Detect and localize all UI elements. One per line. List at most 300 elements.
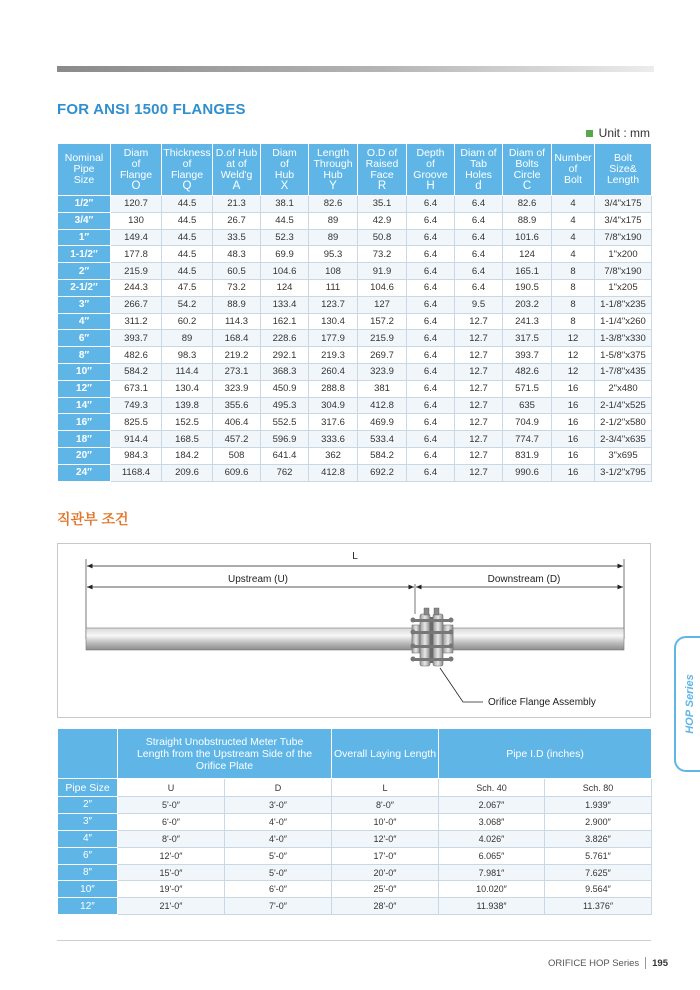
table-row (58, 397, 652, 414)
header-line: Bolts (515, 157, 539, 170)
header-line: Size (73, 174, 95, 186)
table-cell: 381 (358, 380, 407, 397)
table-cell: 95.3 (309, 246, 358, 263)
table-cell: 44.5 (162, 212, 213, 229)
header-line: Size& (609, 163, 637, 175)
header-line: Tab (470, 157, 487, 170)
table-cell: 3.068″ (439, 813, 545, 830)
header-line: X (280, 179, 289, 192)
table-cell: 12 (552, 363, 595, 380)
header-rule (57, 66, 654, 72)
table-cell: 4'-0″ (225, 813, 332, 830)
table-cell: 469.9 (358, 414, 407, 431)
table-cell: 149.4 (111, 229, 162, 246)
header-line: Length (606, 174, 640, 186)
table-cell: 4 (552, 229, 595, 246)
footer-rule (57, 940, 651, 941)
pipe-size-cell: 16″ (58, 414, 111, 431)
table-cell: 4 (552, 212, 595, 229)
table-cell: 266.7 (111, 296, 162, 313)
table-cell: 12.7 (455, 447, 503, 464)
table-cell: 412.8 (309, 464, 358, 481)
table-cell: 3.826″ (545, 830, 652, 847)
table-cell: 533.4 (358, 431, 407, 448)
table-row (58, 246, 652, 263)
table-cell: 104.6 (261, 263, 309, 280)
table-cell: 6.4 (407, 212, 455, 229)
table-cell: 12.7 (455, 464, 503, 481)
header-line: Diam of (508, 146, 546, 159)
table-cell: 12.7 (455, 431, 503, 448)
table-cell: 6.4 (455, 212, 503, 229)
pipe-size-cell: 2″ (58, 797, 118, 814)
table-cell: 12.7 (455, 363, 503, 380)
table-cell: 288.8 (309, 380, 358, 397)
table-cell: 762 (261, 464, 309, 481)
table-row (58, 279, 652, 296)
table-cell: 114.3 (213, 313, 261, 330)
table-cell: 333.6 (309, 431, 358, 448)
footer-separator (645, 957, 646, 969)
pipe-size-cell: 4″ (58, 313, 111, 330)
table-cell: 89 (309, 229, 358, 246)
table-cell: 9.564″ (545, 881, 652, 898)
table-cell: 124 (261, 279, 309, 296)
table-cell: 127 (358, 296, 407, 313)
pipe-size-cell: 10″ (58, 881, 118, 898)
table-cell: 6.4 (407, 330, 455, 347)
table-row (58, 464, 652, 481)
table-cell: 101.6 (503, 229, 552, 246)
table-cell: 130.4 (309, 313, 358, 330)
table-cell: 5'-0″ (118, 797, 225, 814)
flange-table-header (358, 144, 407, 196)
header-line: Diam (123, 146, 149, 159)
table-cell: 35.1 (358, 196, 407, 213)
table-cell: 88.9 (213, 296, 261, 313)
table-cell: 6.4 (407, 296, 455, 313)
pipe-diagram (57, 543, 651, 718)
table-cell: 7'-0″ (225, 898, 332, 915)
table-cell: 12'-0″ (118, 847, 225, 864)
table-cell: 228.6 (261, 330, 309, 347)
pipe-size-cell: 14″ (58, 397, 111, 414)
upstream-label: Upstream (U) (227, 574, 289, 585)
table-cell: 124 (503, 246, 552, 263)
table-cell: 12.7 (455, 313, 503, 330)
header-line: of (426, 157, 435, 170)
table-cell: 1"x205 (595, 279, 652, 296)
table-cell: 209.6 (162, 464, 213, 481)
table-cell: 7/8"x190 (595, 263, 652, 280)
table-cell: 21'-0″ (118, 898, 225, 915)
table-cell: 8'-0″ (118, 830, 225, 847)
header-line: of (182, 157, 192, 170)
table-cell: 3"x695 (595, 447, 652, 464)
pipe-size-cell: 4″ (58, 830, 118, 847)
table-cell: 495.3 (261, 397, 309, 414)
table-cell: 6.4 (455, 279, 503, 296)
table-cell: 317.5 (503, 330, 552, 347)
table-cell: 98.3 (162, 347, 213, 364)
pipe-size-cell: 3″ (58, 296, 111, 313)
header-straight-length: Straight Unobstructed Meter Tube Length from the Upstream Side of the Orifice Plate (118, 729, 332, 779)
table-cell: 8 (552, 279, 595, 296)
table-cell: 8 (552, 313, 595, 330)
table-cell: 584.2 (111, 363, 162, 380)
assembly-label: Orifice Flange Assembly (488, 697, 596, 708)
table-cell: 4.026″ (439, 830, 545, 847)
table-cell: 42.9 (358, 212, 407, 229)
header-line: Hub (323, 168, 343, 181)
table-cell: 26.7 (213, 212, 261, 229)
table-cell: 120.7 (111, 196, 162, 213)
table-cell: 6.4 (455, 196, 503, 213)
table-cell: 6.4 (407, 347, 455, 364)
table-cell: 393.7 (111, 330, 162, 347)
header-line: C (522, 179, 532, 192)
table-cell: 4'-0″ (225, 830, 332, 847)
flange-table-header (58, 144, 111, 196)
pipe-size-cell: 8″ (58, 347, 111, 364)
flange-table-header (309, 144, 358, 196)
straight-pipe-title: 직관부 조건 (57, 511, 129, 527)
table-cell: 692.2 (358, 464, 407, 481)
table-cell: 16 (552, 431, 595, 448)
table-cell: 6.4 (407, 397, 455, 414)
table-cell: 44.5 (162, 263, 213, 280)
table-cell: 12.7 (455, 330, 503, 347)
table-row (58, 797, 652, 814)
header-line: Q (182, 179, 192, 192)
table-cell: 7.981″ (439, 864, 545, 881)
table-cell: 482.6 (503, 363, 552, 380)
table-cell: 244.3 (111, 279, 162, 296)
table-cell: 73.2 (213, 279, 261, 296)
table-cell: 241.3 (503, 313, 552, 330)
pipe-size-cell: 3/4″ (58, 212, 111, 229)
pipe-size-cell: 6″ (58, 847, 118, 864)
table-cell: 393.7 (503, 347, 552, 364)
table-cell: 11.376″ (545, 898, 652, 915)
table-cell: 48.3 (213, 246, 261, 263)
table-cell: 139.8 (162, 397, 213, 414)
header-line: of (280, 157, 289, 170)
table-cell: 10.020″ (439, 881, 545, 898)
series-side-tab (674, 636, 700, 772)
table-cell: 6'-0″ (118, 813, 225, 830)
header-line: Hub (274, 168, 295, 181)
table-cell: 7.625″ (545, 864, 652, 881)
header-pipe-id: Pipe I.D (inches) (439, 729, 652, 779)
unit-label: Unit : mm (598, 126, 650, 140)
section-title: FOR ANSI 1500 FLANGES (57, 101, 246, 118)
header-line: H (426, 179, 435, 192)
table-cell: 3/4"x175 (595, 212, 652, 229)
header-line: O (131, 179, 141, 192)
header-line: Diam of (460, 146, 497, 159)
table-cell: 33.5 (213, 229, 261, 246)
table-cell: 5.761″ (545, 847, 652, 864)
downstream-pipe (453, 628, 624, 650)
table-cell: 609.6 (213, 464, 261, 481)
pipe-size-cell: 12″ (58, 380, 111, 397)
orifice-flange-assembly (411, 608, 454, 666)
subheader-u: U (118, 779, 225, 797)
table-cell: 311.2 (111, 313, 162, 330)
table-cell: 16 (552, 397, 595, 414)
table-cell: 6.4 (407, 363, 455, 380)
table-row (58, 313, 652, 330)
table-cell: 2-1/2"x580 (595, 414, 652, 431)
table-row (58, 447, 652, 464)
table-cell: 317.6 (309, 414, 358, 431)
table-cell: 60.5 (213, 263, 261, 280)
table-cell: 6.4 (407, 447, 455, 464)
table-cell: 114.4 (162, 363, 213, 380)
table-cell: 50.8 (358, 229, 407, 246)
pipe-size-cell: 6″ (58, 330, 111, 347)
table-cell: 6.4 (407, 313, 455, 330)
table-cell: 6.4 (407, 246, 455, 263)
table-cell: 47.5 (162, 279, 213, 296)
pipe-size-cell: 1-1/2″ (58, 246, 111, 263)
table-cell: 2-1/4"x525 (595, 397, 652, 414)
table-cell: 508 (213, 447, 261, 464)
table-row (58, 881, 652, 898)
table-cell: 1"x200 (595, 246, 652, 263)
header-line: Nominal (64, 152, 104, 164)
table-cell: 6.065″ (439, 847, 545, 864)
footer-label: ORIFICE HOP Series (547, 957, 640, 969)
table-cell: 52.3 (261, 229, 309, 246)
table-cell: 635 (503, 397, 552, 414)
table-cell: 162.1 (261, 313, 309, 330)
table-cell: 323.9 (213, 380, 261, 397)
table-cell: 3'-0″ (225, 797, 332, 814)
table-cell: 273.1 (213, 363, 261, 380)
flange-table-header (261, 144, 309, 196)
header-line: Bolt (563, 174, 583, 186)
table-cell: 1-1/4"x260 (595, 313, 652, 330)
table-cell: 8'-0″ (332, 797, 439, 814)
table-cell: 260.4 (309, 363, 358, 380)
table-cell: 157.2 (358, 313, 407, 330)
flange-table-header (213, 144, 261, 196)
downstream-label: Downstream (D) (487, 574, 561, 585)
table-cell: 5'-0″ (225, 847, 332, 864)
header-line: Depth (416, 146, 445, 159)
table-cell: 168.4 (213, 330, 261, 347)
table-cell: 15'-0″ (118, 864, 225, 881)
header-line: Raised (365, 157, 399, 170)
table-cell: 6.4 (407, 196, 455, 213)
table-cell: 2.900″ (545, 813, 652, 830)
table-row (58, 431, 652, 448)
table-cell: 984.3 (111, 447, 162, 464)
table-cell: 44.5 (162, 246, 213, 263)
header-line: Length (316, 146, 350, 159)
table-cell: 12 (552, 347, 595, 364)
header-line: Bolt (613, 152, 633, 164)
pipe-size-cell: 2-1/2″ (58, 279, 111, 296)
table-cell: 704.9 (503, 414, 552, 431)
flange-table-header (455, 144, 503, 196)
table-row (58, 414, 652, 431)
table-cell: 104.6 (358, 279, 407, 296)
table-cell: 44.5 (162, 196, 213, 213)
header-line: O.D of (366, 146, 398, 159)
table-cell: 8 (552, 296, 595, 313)
header-line: of (568, 163, 578, 175)
table-cell: 673.1 (111, 380, 162, 397)
table-cell: 12.7 (455, 414, 503, 431)
table-cell: 2.067″ (439, 797, 545, 814)
table-cell: 5'-0″ (225, 864, 332, 881)
header-line: Holes (465, 168, 492, 181)
flange-table-header (595, 144, 652, 196)
pipe-size-cell: 20″ (58, 447, 111, 464)
pipe-size-cell: 8″ (58, 864, 118, 881)
table-cell: 1.939″ (545, 797, 652, 814)
table-row (58, 196, 652, 213)
table-cell: 10'-0″ (332, 813, 439, 830)
table-cell: 6.4 (455, 263, 503, 280)
table-cell: 16 (552, 447, 595, 464)
table-cell: 825.5 (111, 414, 162, 431)
flange-table-header (111, 144, 162, 196)
table-cell: 749.3 (111, 397, 162, 414)
table-cell: 21.3 (213, 196, 261, 213)
header-line: R (377, 179, 387, 192)
table-row (58, 813, 652, 830)
table-cell: 457.2 (213, 431, 261, 448)
table-cell: 69.9 (261, 246, 309, 263)
side-tab-label: HOP Series (684, 674, 696, 734)
table-cell: 111 (309, 279, 358, 296)
table-cell: 6.4 (407, 279, 455, 296)
table-cell: 2-3/4"x635 (595, 431, 652, 448)
table-cell: 82.6 (503, 196, 552, 213)
header-line: Face (370, 168, 394, 181)
table-cell: 28'-0″ (332, 898, 439, 915)
table-cell: 6.4 (455, 229, 503, 246)
header-line: Number (554, 152, 592, 164)
subheader-d: D (225, 779, 332, 797)
table-cell: 355.6 (213, 397, 261, 414)
table-cell: 152.5 (162, 414, 213, 431)
table-cell: 130.4 (162, 380, 213, 397)
table-cell: 6.4 (407, 380, 455, 397)
overall-length-label: L (352, 551, 358, 562)
table-cell: 168.5 (162, 431, 213, 448)
page-footer (548, 957, 668, 969)
flange-table-header (162, 144, 213, 196)
table-cell: 4 (552, 196, 595, 213)
table-cell: 292.1 (261, 347, 309, 364)
table-cell: 774.7 (503, 431, 552, 448)
table-cell: 219.2 (213, 347, 261, 364)
table-cell: 190.5 (503, 279, 552, 296)
table-cell: 38.1 (261, 196, 309, 213)
table-cell: 596.9 (261, 431, 309, 448)
table-cell: 990.6 (503, 464, 552, 481)
table-cell: 450.9 (261, 380, 309, 397)
header-line: D.of Hub (215, 146, 258, 159)
header-line: Flange (119, 168, 153, 181)
table-cell: 362 (309, 447, 358, 464)
bullet-square-icon (586, 130, 593, 137)
header-line: A (232, 179, 241, 192)
table-cell: 82.6 (309, 196, 358, 213)
table-cell: 1-5/8"x375 (595, 347, 652, 364)
table-row (58, 296, 652, 313)
table-cell: 91.9 (358, 263, 407, 280)
header-line: Flange (170, 168, 204, 181)
table-cell: 89 (309, 212, 358, 229)
pipe-size-cell: 1/2″ (58, 196, 111, 213)
table-row (58, 263, 652, 280)
table-row (58, 229, 652, 246)
table-cell: 4 (552, 246, 595, 263)
header-line: Diam (272, 146, 297, 159)
table-cell: 6.4 (455, 246, 503, 263)
table-cell: 11.938″ (439, 898, 545, 915)
table-cell: 552.5 (261, 414, 309, 431)
table-row (58, 830, 652, 847)
table-cell: 89 (162, 330, 213, 347)
header-line: Through (313, 157, 353, 170)
flange-table-header (552, 144, 595, 196)
table-row (58, 330, 652, 347)
table-cell: 914.4 (111, 431, 162, 448)
table-row (58, 898, 652, 915)
header-line: Weld'g (220, 168, 253, 181)
header-line: Groove (413, 168, 448, 181)
table-cell: 571.5 (503, 380, 552, 397)
table-cell: 9.5 (455, 296, 503, 313)
table-cell: 1-1/8"x235 (595, 296, 652, 313)
table-cell: 6.4 (407, 229, 455, 246)
header-pipe-size: Pipe Size (58, 779, 118, 797)
table-cell: 6.4 (407, 431, 455, 448)
header-line: Circle (513, 168, 541, 181)
table-row (58, 847, 652, 864)
table-cell: 12.7 (455, 397, 503, 414)
table-cell: 60.2 (162, 313, 213, 330)
table-cell: 73.2 (358, 246, 407, 263)
table-cell: 12.7 (455, 347, 503, 364)
subheader-l: L (332, 779, 439, 797)
table-cell: 88.9 (503, 212, 552, 229)
page-number: 195 (652, 957, 668, 969)
table-cell: 323.9 (358, 363, 407, 380)
table-cell: 133.4 (261, 296, 309, 313)
table-row (58, 380, 652, 397)
table-cell: 17'-0″ (332, 847, 439, 864)
table-cell: 831.9 (503, 447, 552, 464)
table-cell: 3/4"x175 (595, 196, 652, 213)
header-spacer (58, 729, 118, 779)
header-line: at of (226, 157, 247, 170)
subheader-sch80: Sch. 80 (545, 779, 652, 797)
table-cell: 219.3 (309, 347, 358, 364)
table-row (58, 363, 652, 380)
table-cell: 54.2 (162, 296, 213, 313)
header-line: of (131, 157, 141, 170)
table-cell: 1168.4 (111, 464, 162, 481)
table-cell: 269.7 (358, 347, 407, 364)
